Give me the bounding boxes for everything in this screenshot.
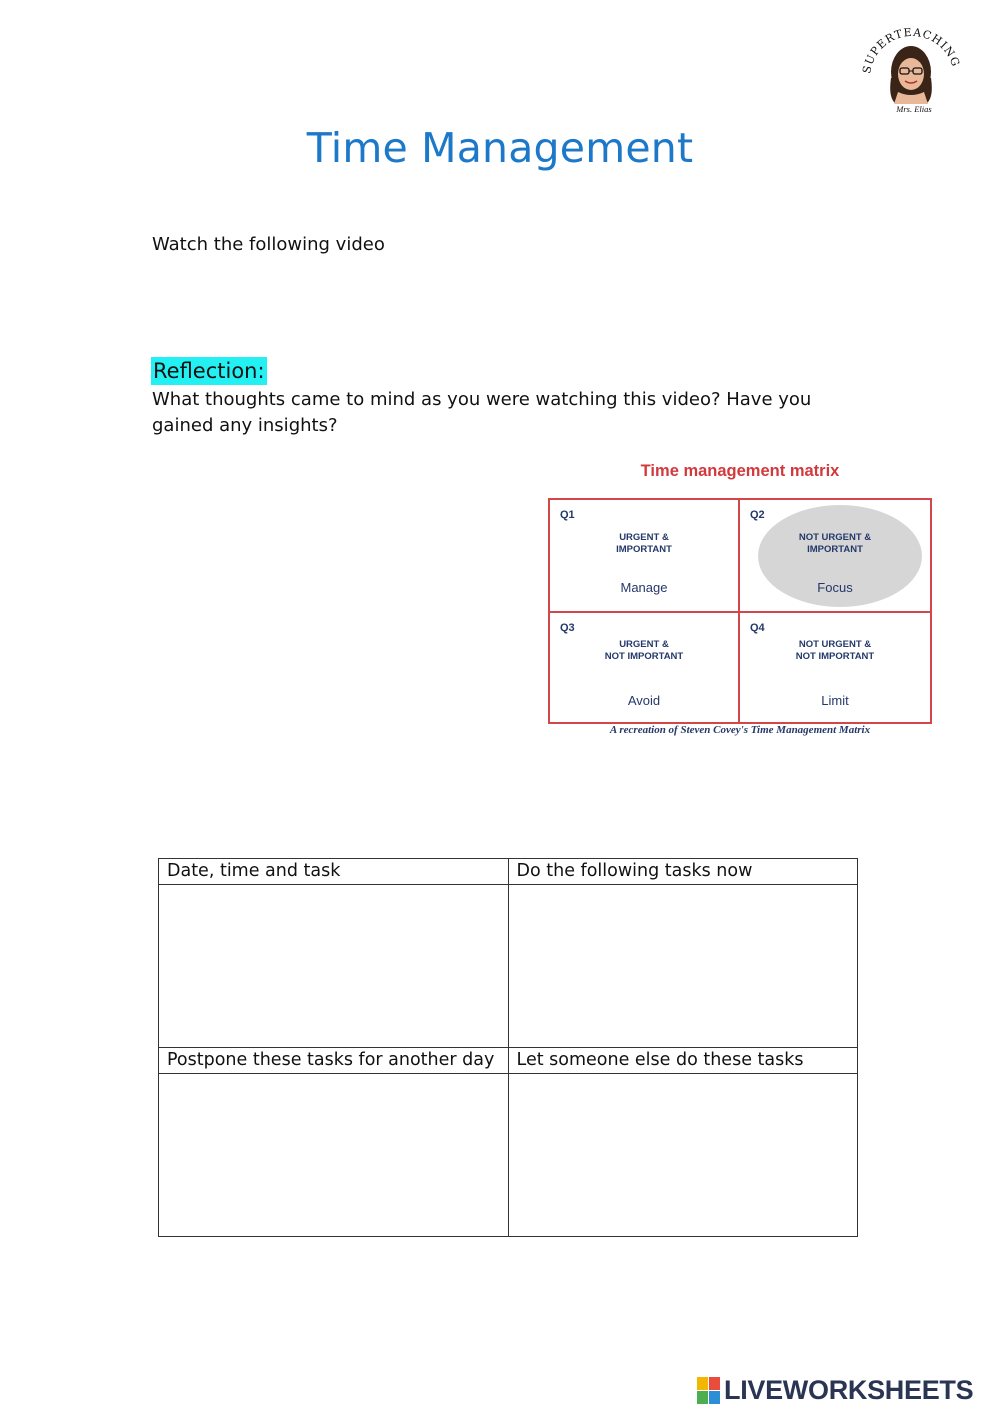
quadrant-q4 (740, 613, 930, 722)
table-row (159, 859, 858, 885)
superteaching-logo (858, 18, 966, 118)
table-row (159, 885, 858, 1048)
matrix-caption: A recreation of Steven Covey's Time Management Matrix (609, 724, 871, 736)
answer-cell[interactable] (508, 885, 858, 1048)
time-management-matrix (548, 498, 932, 724)
quadrant-action: Avoid (627, 693, 661, 708)
quadrant-label: NOT URGENT & NOT IMPORTANT (795, 639, 875, 662)
quadrant-label: URGENT & IMPORTANT (616, 532, 672, 555)
quadrant-number: Q1 (560, 509, 575, 521)
quadrant-action: Limit (821, 693, 849, 708)
quadrant-number: Q2 (750, 509, 765, 521)
table-header-cell: Do the following tasks now (508, 859, 858, 885)
task-table (158, 858, 858, 1237)
liveworksheets-wordmark: LIVEWORKSHEETS (724, 1375, 974, 1405)
table-header-cell: Date, time and task (159, 859, 509, 885)
quadrant-q1 (550, 500, 740, 613)
answer-cell[interactable] (159, 1074, 509, 1237)
matrix-title: Time management matrix (640, 462, 840, 480)
table-row (159, 1074, 858, 1237)
quadrant-q3 (550, 613, 740, 722)
quadrant-q2 (740, 500, 930, 613)
quadrant-action: Manage (620, 580, 668, 595)
quadrant-label: URGENT & NOT IMPORTANT (604, 639, 684, 662)
quadrant-number: Q3 (560, 622, 575, 634)
intro-text: Watch the following video (152, 234, 385, 255)
answer-cell[interactable] (508, 1074, 858, 1237)
logo-signature: Mrs. Elias (896, 104, 932, 114)
logo-arc-text: SUPERTEACHING (860, 25, 963, 75)
quadrant-label: NOT URGENT & IMPORTANT (798, 532, 872, 555)
reflection-heading: Reflection: (153, 359, 265, 383)
answer-cell[interactable] (159, 885, 509, 1048)
table-header-cell: Let someone else do these tasks (508, 1048, 858, 1074)
reflection-question: What thoughts came to mind as you were watching this video? Have you gained any insights? (152, 389, 812, 436)
liveworksheets-icon (697, 1377, 721, 1405)
page-title: Time Management (306, 124, 694, 172)
table-header-cell: Postpone these tasks for another day (159, 1048, 509, 1074)
quadrant-action: Focus (817, 580, 853, 595)
liveworksheets-logo (697, 1375, 973, 1406)
table-row (159, 1048, 858, 1074)
quadrant-number: Q4 (750, 622, 765, 634)
